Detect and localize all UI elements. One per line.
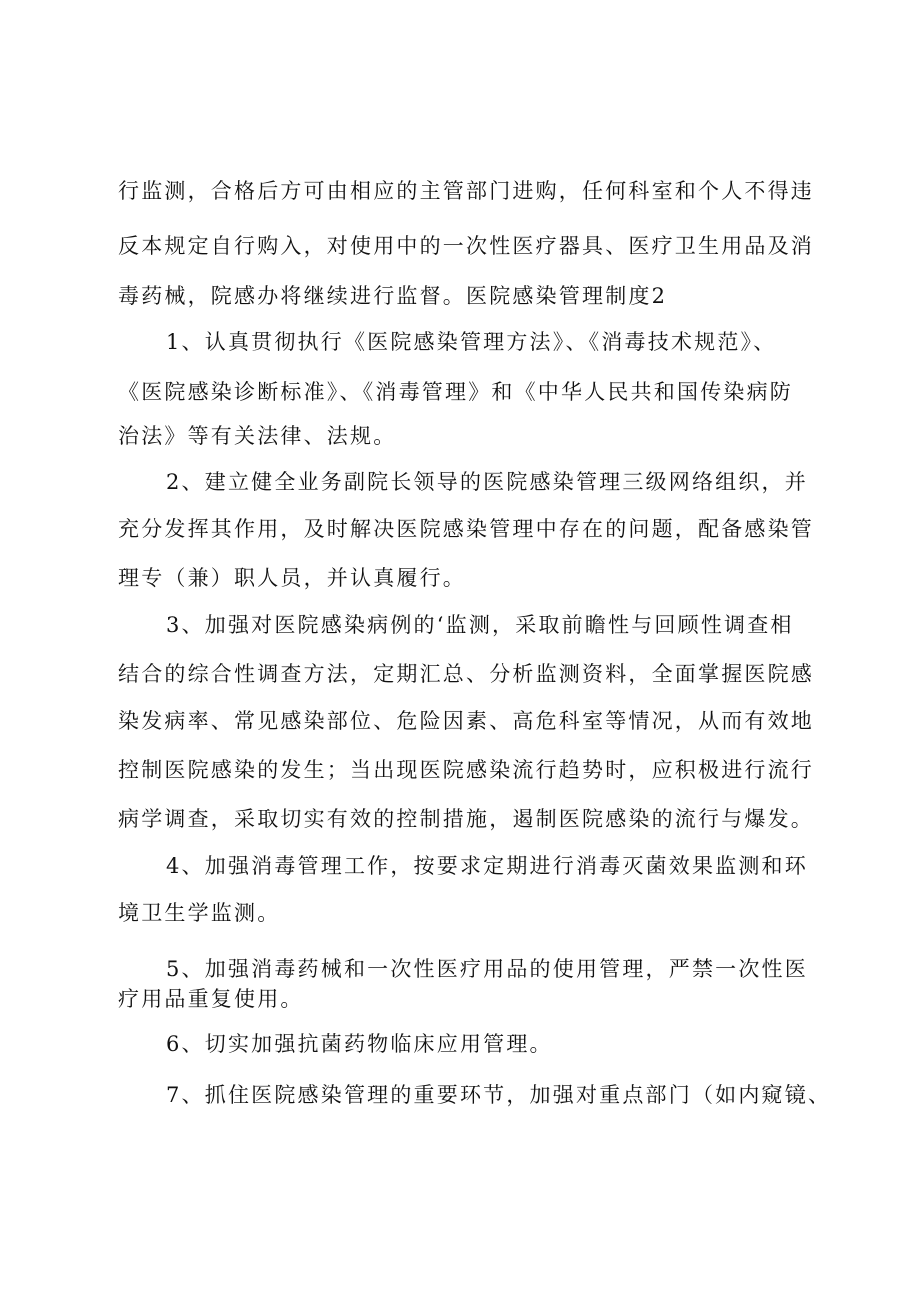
text-line: 控制医院感染的发生；当出现医院感染流行趋势时，应积极进行流行 — [118, 758, 814, 782]
text-line: 毒药械，院感办将继续进行监督。医院感染管理制度2 — [118, 284, 668, 308]
text-line: 2、建立健全业务副院长领导的医院感染管理三级网络组织，并 — [166, 470, 808, 494]
text-line: 境卫生学监测。 — [118, 901, 281, 925]
text-line: 治法》等有关法律、法规。 — [118, 424, 397, 448]
text-line: 3、加强对医院感染病例的‘监测，采取前瞻性与回顾性调查相 — [166, 613, 794, 637]
text-line: 结合的综合性调查方法，定期汇总、分析监测资料，全面掌握医院感 — [118, 662, 814, 686]
text-line: 1、认真贯彻执行《医院感染管理方法》、《消毒技术规范》、 — [166, 330, 777, 354]
text-line: 理专（兼）职人员，并认真履行。 — [118, 566, 466, 590]
text-line: 《医院感染诊断标准》、《消毒管理》和《中华人民共和国传染病防 — [118, 380, 793, 404]
text-line: 行监测，合格后方可由相应的主管部门进购，任何科室和个人不得违 — [118, 179, 814, 203]
text-line: 4、加强消毒管理工作，按要求定期进行消毒灭菌效果监测和环 — [166, 854, 808, 878]
text-line: 充分发挥其作用，及时解决医院感染管理中存在的问题，配备感染管 — [118, 517, 814, 541]
text-line: 5、加强消毒药械和一次性医疗用品的使用管理，严禁一次性医 — [166, 957, 808, 981]
text-line: 6、切实加强抗菌药物临床应用管理。 — [166, 1032, 553, 1056]
text-line: 7、抓住医院感染管理的重要环节，加强对重点部门（如内窥镜、 — [166, 1083, 832, 1107]
text-line: 病学调查，采取切实有效的控制措施，遏制医院感染的流行与爆发。 — [118, 807, 814, 831]
text-line: 反本规定自行购入，对使用中的一次性医疗器具、医疗卫生用品及消 — [118, 234, 814, 258]
text-line: 染发病率、常见感染部位、危险因素、高危科室等情况，从而有效地 — [118, 709, 814, 733]
text-line: 疗用品重复使用。 — [118, 987, 304, 1011]
